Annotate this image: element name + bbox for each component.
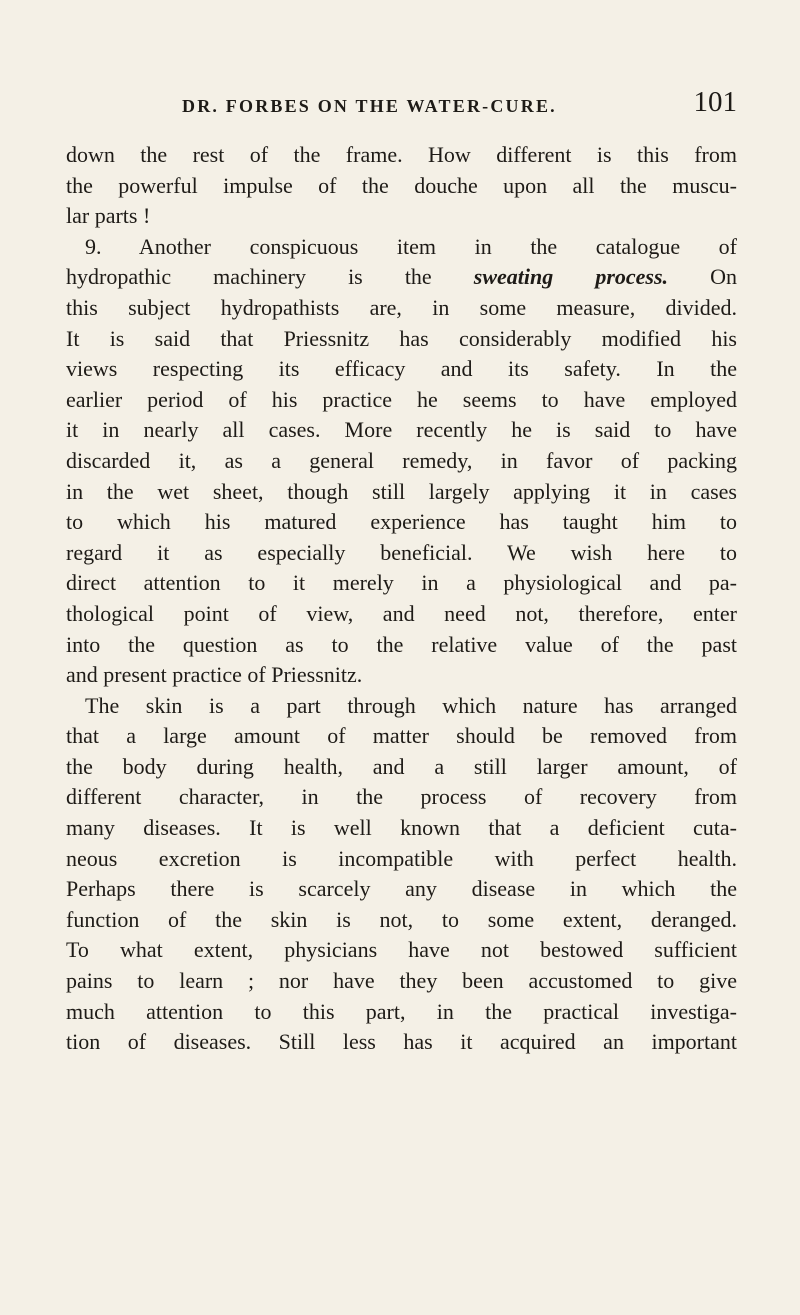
text-segment: On [668, 264, 737, 290]
text-line: pains to learn ; nor have they been accustomed to give [66, 968, 737, 994]
text-line: regard it as especially beneficial. We wish here to [66, 539, 737, 565]
text-line: tion of diseases. Still less has it acquired an important [66, 1029, 737, 1055]
text-line: in the wet sheet, though still largely applying it in cases [66, 478, 737, 504]
text-line: into the question as to the relative value of the past [66, 631, 737, 657]
running-head [66, 86, 737, 126]
text-line: the body during health, and a still larger amount, of [66, 753, 737, 779]
text-line: To what extent, physicians have not bestowed sufficient [66, 937, 737, 963]
text-line-emphasis [66, 262, 737, 293]
text-line: The skin is a part through which nature has arranged [85, 692, 737, 718]
text-line: different character, in the process of recovery from [66, 784, 737, 810]
text-line: down the rest of the frame. How different is this from [66, 142, 737, 167]
text-line: neous excretion is incompatible with perfect health. [66, 845, 737, 871]
running-title: DR. FORBES ON THE WATER-CURE. [182, 96, 557, 116]
text-line: lar parts ! [66, 203, 151, 229]
text-line: direct attention to it merely in a physiological and pa- [66, 570, 737, 596]
text-line: that a large amount of matter should be removed from [66, 723, 737, 749]
text-line: thological point of view, and need not, therefore, enter [66, 600, 737, 626]
text-line: function of the skin is not, to some extent, deranged. [66, 906, 737, 932]
text-line: much attention to this part, in the practical investiga- [66, 998, 737, 1024]
text-line: discarded it, as a general remedy, in favor of packing [66, 447, 737, 473]
body-text [66, 140, 737, 1058]
text-line: to which his matured experience has taught him to [66, 509, 737, 535]
text-line: earlier period of his practice he seems to have employed [66, 386, 737, 412]
text-line: Perhaps there is scarcely any disease in which the [66, 876, 737, 902]
text-segment: hydropathic machinery is the [66, 264, 474, 290]
text-line: 9. Another conspicuous item in the catalogue of [85, 233, 737, 259]
text-line: this subject hydropathists are, in some measure, divided. [66, 294, 737, 320]
text-line: and present practice of Priessnitz. [66, 662, 363, 688]
text-line: views respecting its efficacy and its safety. In the [66, 356, 737, 382]
text-line: It is said that Priessnitz has considerably modified his [66, 325, 737, 351]
text-line: the powerful impulse of the douche upon all the muscu- [66, 172, 737, 198]
text-line: many diseases. It is well known that a deficient cuta- [66, 815, 737, 841]
page-number: 101 [693, 86, 737, 118]
text-line: it in nearly all cases. More recently he is said to have [66, 417, 737, 443]
emphasized-term: sweating process. [473, 264, 669, 290]
